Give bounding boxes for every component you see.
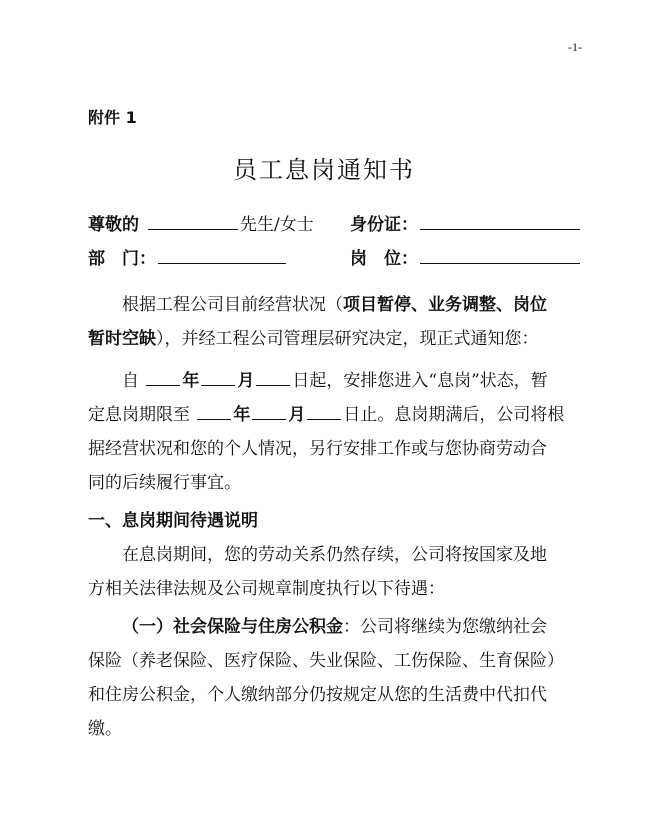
day-until-text: 日止。息岗期满后，公司将根	[343, 405, 565, 425]
dept-blank[interactable]	[158, 263, 286, 264]
until-month-label: 月	[288, 405, 306, 425]
id-label: 身份证：	[350, 215, 418, 235]
salutation-label: 尊敬的	[88, 215, 139, 235]
schedule-line-4: 同的后续履行事宜。	[88, 473, 241, 493]
section1-line-1: 在息岗期间，您的劳动关系仍然存续，公司将按国家及地	[122, 545, 547, 565]
schedule-line-3: 据经营状况和您的个人情况，另行安排工作或与您协商劳动合	[88, 439, 547, 459]
item1-line-3: 和住房公积金，个人缴纳部分仍按规定从您的生活费中代扣代	[88, 685, 547, 705]
day-from-text: 日起，安排您进入“息岗”状态，暂	[292, 371, 548, 391]
page-number: -1-	[568, 40, 582, 54]
intro-reason-vacancy: 暂时空缺	[88, 329, 156, 349]
until-year-label: 年	[233, 405, 251, 425]
from-month-blank[interactable]	[201, 371, 235, 386]
intro-text-a: 根据工程公司目前经营状况（	[122, 295, 343, 315]
item1-line-2: 保险（养老保险、医疗保险、失业保险、工伤保险、生育保险）	[88, 651, 564, 671]
name-blank[interactable]	[148, 229, 238, 230]
intro-line-1	[122, 290, 547, 315]
document-title: 员工息岗通知书	[233, 156, 415, 184]
gender-label: 先生/女士	[240, 215, 314, 235]
until-day-blank[interactable]	[307, 405, 341, 420]
dept-label: 部 门：	[88, 249, 156, 269]
intro-text-d: ），并经工程公司管理层研究决定，现正式通知您：	[156, 329, 539, 349]
until-month-blank[interactable]	[252, 405, 286, 420]
until-year-blank[interactable]	[197, 405, 231, 420]
item1-label: （一）社会保险与住房公积金	[122, 617, 343, 637]
from-year-blank[interactable]	[146, 371, 180, 386]
id-blank[interactable]	[420, 229, 580, 230]
month-label: 月	[237, 371, 255, 391]
section1-heading: 一、息岗期间待遇说明	[88, 511, 258, 531]
intro-line-2	[88, 324, 539, 349]
section1-line-2: 方相关法律法规及公司规章制度执行以下待遇：	[88, 579, 445, 599]
until-prefix: 定息岗期限至	[88, 405, 190, 425]
item1-text: ：公司将继续为您缴纳社会	[343, 617, 547, 637]
schedule-line-2	[88, 400, 564, 425]
year-label: 年	[182, 371, 200, 391]
item1-line-1	[122, 612, 547, 637]
intro-reasons: 项目暂停、业务调整、岗位	[343, 295, 547, 315]
attachment-label: 附件 1	[88, 108, 137, 127]
from-label: 自	[122, 371, 139, 391]
from-day-blank[interactable]	[256, 371, 290, 386]
post-blank[interactable]	[420, 263, 580, 264]
item1-line-4: 缴。	[88, 719, 122, 739]
schedule-line-1	[122, 366, 548, 391]
post-label: 岗 位：	[350, 249, 418, 269]
